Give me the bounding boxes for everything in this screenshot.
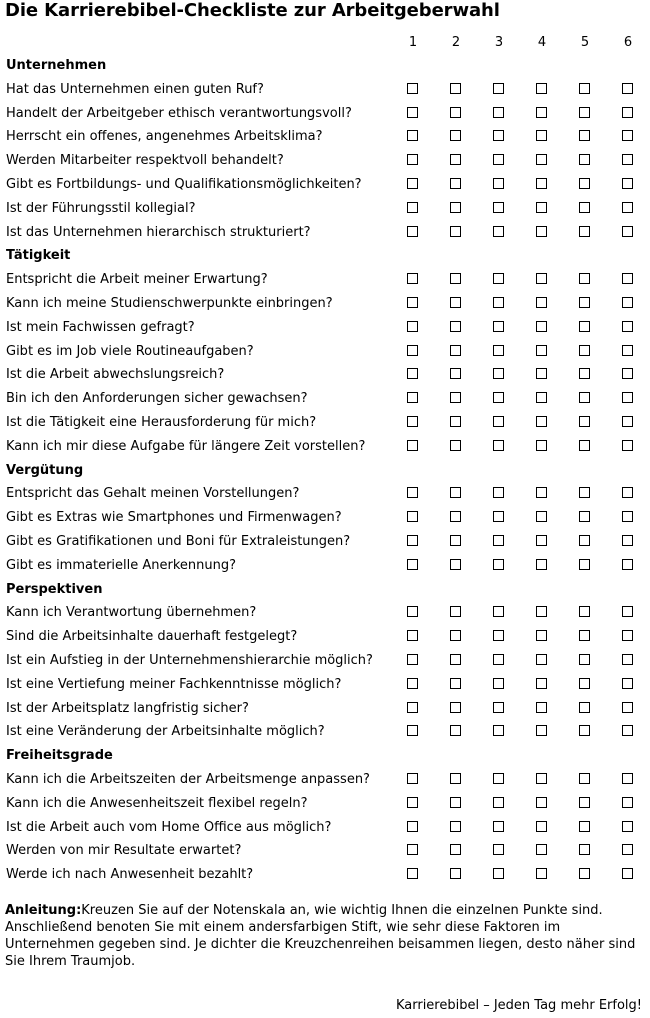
rating-checkbox-3[interactable] [493,535,504,546]
rating-checkbox-1[interactable] [407,868,418,879]
scale-label-2: 2 [451,35,461,50]
rating-checkbox-5[interactable] [579,83,590,94]
rating-checkbox-1[interactable] [407,559,418,570]
section-title: Perspektiven [6,581,103,597]
rating-checkbox-5[interactable] [579,773,590,784]
question-label: Kann ich mir diese Aufgabe für längere Zeit vorstellen? [6,438,366,454]
rating-checkbox-5[interactable] [579,226,590,237]
page-title: Die Karrierebibel-Checkliste zur Arbeitgeberwahl [5,0,500,21]
scale-label-6: 6 [623,35,633,50]
rating-checkbox-2[interactable] [450,654,461,665]
rating-checkbox-3[interactable] [493,297,504,308]
question-label: Entspricht das Gehalt meinen Vorstellungen? [6,486,300,502]
rating-checkbox-4[interactable] [536,154,547,165]
rating-checkbox-1[interactable] [407,368,418,379]
question-label: Werden von mir Resultate erwartet? [6,843,242,859]
rating-checkbox-6[interactable] [622,107,633,118]
checklist-row [0,531,650,555]
rating-checkbox-1[interactable] [407,487,418,498]
rating-checkbox-1[interactable] [407,678,418,689]
section-title: Freiheitsgrade [6,748,113,764]
rating-checkbox-2[interactable] [450,345,461,356]
rating-checkbox-3[interactable] [493,368,504,379]
rating-checkbox-6[interactable] [622,773,633,784]
checklist-row [0,507,650,531]
checklist-row [0,79,650,103]
rating-checkbox-4[interactable] [536,297,547,308]
rating-checkbox-2[interactable] [450,321,461,332]
rating-checkbox-5[interactable] [579,725,590,736]
rating-checkbox-2[interactable] [450,392,461,403]
rating-checkbox-2[interactable] [450,511,461,522]
rating-checkbox-3[interactable] [493,797,504,808]
rating-checkbox-3[interactable] [493,440,504,451]
scale-label-3: 3 [494,35,504,50]
rating-checkbox-3[interactable] [493,107,504,118]
rating-checkbox-6[interactable] [622,392,633,403]
checklist-row [0,840,650,864]
rating-checkbox-2[interactable] [450,202,461,213]
checklist-row [0,317,650,341]
rating-checkbox-4[interactable] [536,868,547,879]
question-label: Hat das Unternehmen einen guten Ruf? [6,81,264,97]
rating-checkbox-3[interactable] [493,559,504,570]
question-label: Gibt es im Job viele Routineaufgaben? [6,343,254,359]
question-label: Gibt es Extras wie Smartphones und Firmenwagen? [6,510,342,526]
rating-checkbox-5[interactable] [579,559,590,570]
rating-checkbox-1[interactable] [407,725,418,736]
rating-checkbox-5[interactable] [579,797,590,808]
rating-checkbox-3[interactable] [493,130,504,141]
checklist-row [0,198,650,222]
rating-checkbox-2[interactable] [450,535,461,546]
rating-checkbox-4[interactable] [536,678,547,689]
rating-checkbox-5[interactable] [579,321,590,332]
rating-checkbox-4[interactable] [536,702,547,713]
checklist-row [0,555,650,579]
rating-checkbox-4[interactable] [536,654,547,665]
checklist-row [0,364,650,388]
rating-checkbox-2[interactable] [450,606,461,617]
rating-checkbox-5[interactable] [579,868,590,879]
checklist-row [0,674,650,698]
checklist-row [0,293,650,317]
checklist-row [0,650,650,674]
rating-checkbox-1[interactable] [407,392,418,403]
rating-checkbox-4[interactable] [536,511,547,522]
checklist-row [0,222,650,246]
rating-checkbox-5[interactable] [579,345,590,356]
section-title: Unternehmen [6,58,107,73]
rating-checkbox-6[interactable] [622,321,633,332]
rating-checkbox-6[interactable] [622,345,633,356]
rating-checkbox-2[interactable] [450,487,461,498]
rating-checkbox-6[interactable] [622,297,633,308]
rating-checkbox-2[interactable] [450,844,461,855]
rating-checkbox-2[interactable] [450,130,461,141]
question-label: Werde ich nach Anwesenheit bezahlt? [6,867,254,883]
rating-checkbox-4[interactable] [536,773,547,784]
rating-checkbox-3[interactable] [493,702,504,713]
rating-checkbox-5[interactable] [579,844,590,855]
rating-checkbox-2[interactable] [450,368,461,379]
scale-label-1: 1 [408,35,418,50]
section-title: Vergütung [6,462,84,478]
checklist-row [0,388,650,412]
instructions-label: Anleitung: [5,903,82,918]
checklist [0,55,650,888]
rating-checkbox-3[interactable] [493,844,504,855]
checklist-row [0,626,650,650]
rating-checkbox-1[interactable] [407,107,418,118]
rating-checkbox-5[interactable] [579,440,590,451]
rating-checkbox-5[interactable] [579,821,590,832]
rating-checkbox-1[interactable] [407,345,418,356]
rating-checkbox-1[interactable] [407,416,418,427]
rating-checkbox-6[interactable] [622,416,633,427]
rating-scale-header [0,35,650,51]
rating-checkbox-2[interactable] [450,273,461,284]
rating-checkbox-4[interactable] [536,821,547,832]
scale-label-5: 5 [580,35,590,50]
question-label: Ist mein Fachwissen gefragt? [6,319,195,335]
rating-checkbox-1[interactable] [407,630,418,641]
checklist-row [0,864,650,888]
rating-checkbox-1[interactable] [407,321,418,332]
rating-checkbox-2[interactable] [450,440,461,451]
rating-checkbox-6[interactable] [622,868,633,879]
rating-checkbox-6[interactable] [622,178,633,189]
rating-checkbox-4[interactable] [536,440,547,451]
rating-checkbox-2[interactable] [450,821,461,832]
rating-checkbox-1[interactable] [407,178,418,189]
rating-checkbox-1[interactable] [407,202,418,213]
question-label: Kann ich die Arbeitszeiten der Arbeitsmenge anpassen? [6,771,370,787]
rating-checkbox-2[interactable] [450,868,461,879]
rating-checkbox-1[interactable] [407,273,418,284]
rating-checkbox-2[interactable] [450,154,461,165]
rating-checkbox-2[interactable] [450,797,461,808]
section-heading [0,460,650,484]
rating-checkbox-1[interactable] [407,773,418,784]
rating-checkbox-4[interactable] [536,392,547,403]
rating-checkbox-4[interactable] [536,178,547,189]
rating-checkbox-5[interactable] [579,702,590,713]
rating-checkbox-5[interactable] [579,606,590,617]
rating-checkbox-4[interactable] [536,107,547,118]
section-heading [0,745,650,769]
rating-checkbox-3[interactable] [493,321,504,332]
rating-checkbox-3[interactable] [493,511,504,522]
rating-checkbox-1[interactable] [407,702,418,713]
rating-checkbox-1[interactable] [407,226,418,237]
rating-checkbox-4[interactable] [536,368,547,379]
rating-checkbox-3[interactable] [493,202,504,213]
rating-checkbox-4[interactable] [536,487,547,498]
rating-checkbox-5[interactable] [579,130,590,141]
rating-checkbox-6[interactable] [622,797,633,808]
question-label: Sind die Arbeitsinhalte dauerhaft festgelegt? [6,629,298,645]
section-heading [0,579,650,603]
rating-checkbox-5[interactable] [579,368,590,379]
rating-checkbox-1[interactable] [407,154,418,165]
rating-checkbox-3[interactable] [493,725,504,736]
question-label: Ist eine Veränderung der Arbeitsinhalte möglich? [6,724,325,740]
rating-checkbox-4[interactable] [536,202,547,213]
checklist-row [0,174,650,198]
rating-checkbox-6[interactable] [622,678,633,689]
checklist-row [0,698,650,722]
rating-checkbox-2[interactable] [450,178,461,189]
rating-checkbox-6[interactable] [622,368,633,379]
rating-checkbox-3[interactable] [493,154,504,165]
rating-checkbox-6[interactable] [622,630,633,641]
rating-checkbox-5[interactable] [579,154,590,165]
checklist-row [0,150,650,174]
rating-checkbox-1[interactable] [407,511,418,522]
rating-checkbox-6[interactable] [622,702,633,713]
rating-checkbox-6[interactable] [622,202,633,213]
rating-checkbox-6[interactable] [622,844,633,855]
rating-checkbox-6[interactable] [622,606,633,617]
rating-checkbox-6[interactable] [622,83,633,94]
question-label: Kann ich die Anwesenheitszeit flexibel regeln? [6,795,308,811]
rating-checkbox-3[interactable] [493,273,504,284]
checklist-row [0,793,650,817]
rating-checkbox-3[interactable] [493,678,504,689]
question-label: Ist die Arbeit auch vom Home Office aus möglich? [6,819,332,835]
rating-checkbox-1[interactable] [407,83,418,94]
rating-checkbox-1[interactable] [407,654,418,665]
rating-checkbox-4[interactable] [536,416,547,427]
rating-checkbox-3[interactable] [493,821,504,832]
rating-checkbox-4[interactable] [536,844,547,855]
rating-checkbox-6[interactable] [622,821,633,832]
rating-checkbox-4[interactable] [536,273,547,284]
rating-checkbox-2[interactable] [450,630,461,641]
checklist-row [0,817,650,841]
rating-checkbox-3[interactable] [493,630,504,641]
checklist-row [0,103,650,127]
rating-checkbox-6[interactable] [622,130,633,141]
checklist-row [0,721,650,745]
rating-checkbox-4[interactable] [536,226,547,237]
question-label: Bin ich den Anforderungen sicher gewachsen? [6,391,308,407]
rating-checkbox-5[interactable] [579,297,590,308]
question-label: Gibt es Gratifikationen und Boni für Extraleistungen? [6,533,351,549]
rating-checkbox-3[interactable] [493,654,504,665]
rating-checkbox-2[interactable] [450,725,461,736]
rating-checkbox-5[interactable] [579,178,590,189]
rating-checkbox-6[interactable] [622,535,633,546]
rating-checkbox-2[interactable] [450,559,461,570]
rating-checkbox-4[interactable] [536,797,547,808]
question-label: Kann ich Verantwortung übernehmen? [6,605,257,621]
rating-checkbox-5[interactable] [579,678,590,689]
rating-checkbox-3[interactable] [493,606,504,617]
checklist-row [0,769,650,793]
checklist-row [0,483,650,507]
rating-checkbox-4[interactable] [536,606,547,617]
footer-slogan: Karrierebibel – Jeden Tag mehr Erfolg! [395,998,642,1013]
rating-checkbox-6[interactable] [622,487,633,498]
rating-checkbox-1[interactable] [407,535,418,546]
rating-checkbox-2[interactable] [450,416,461,427]
question-label: Herrscht ein offenes, angenehmes Arbeitsklima? [6,129,323,145]
rating-checkbox-2[interactable] [450,702,461,713]
rating-checkbox-6[interactable] [622,273,633,284]
question-label: Ist ein Aufstieg in der Unternehmenshierarchie möglich? [6,652,373,668]
checklist-row [0,269,650,293]
rating-checkbox-3[interactable] [493,178,504,189]
rating-checkbox-5[interactable] [579,392,590,403]
question-label: Handelt der Arbeitgeber ethisch verantwortungsvoll? [6,105,352,121]
instructions [5,902,645,970]
rating-checkbox-3[interactable] [493,416,504,427]
scale-label-4: 4 [537,35,547,50]
rating-checkbox-4[interactable] [536,321,547,332]
rating-checkbox-2[interactable] [450,107,461,118]
rating-checkbox-6[interactable] [622,725,633,736]
rating-checkbox-4[interactable] [536,559,547,570]
checklist-row [0,341,650,365]
rating-checkbox-5[interactable] [579,654,590,665]
question-label: Ist der Arbeitsplatz langfristig sicher? [6,700,249,716]
question-label: Ist eine Vertiefung meiner Fachkenntnisse möglich? [6,676,342,692]
checklist-row [0,412,650,436]
rating-checkbox-4[interactable] [536,535,547,546]
rating-checkbox-3[interactable] [493,345,504,356]
rating-checkbox-3[interactable] [493,868,504,879]
question-label: Werden Mitarbeiter respektvoll behandelt? [6,153,284,169]
rating-checkbox-6[interactable] [622,559,633,570]
rating-checkbox-1[interactable] [407,797,418,808]
rating-checkbox-5[interactable] [579,630,590,641]
rating-checkbox-6[interactable] [622,154,633,165]
rating-checkbox-4[interactable] [536,630,547,641]
rating-checkbox-5[interactable] [579,107,590,118]
question-label: Ist die Tätigkeit eine Herausforderung für mich? [6,414,317,430]
question-label: Gibt es Fortbildungs- und Qualifikationsmöglichkeiten? [6,176,362,192]
rating-checkbox-2[interactable] [450,297,461,308]
rating-checkbox-1[interactable] [407,297,418,308]
question-label: Ist das Unternehmen hierarchisch strukturiert? [6,224,311,240]
checklist-row [0,126,650,150]
rating-checkbox-1[interactable] [407,844,418,855]
rating-checkbox-5[interactable] [579,511,590,522]
section-heading [0,245,650,269]
rating-checkbox-4[interactable] [536,83,547,94]
rating-checkbox-6[interactable] [622,440,633,451]
question-label: Kann ich meine Studienschwerpunkte einbringen? [6,295,333,311]
question-label: Gibt es immaterielle Anerkennung? [6,557,237,573]
question-label: Ist die Arbeit abwechslungsreich? [6,367,225,383]
rating-checkbox-5[interactable] [579,202,590,213]
section-title: Tätigkeit [6,248,71,264]
checklist-row [0,436,650,460]
rating-checkbox-4[interactable] [536,130,547,141]
rating-checkbox-1[interactable] [407,130,418,141]
section-heading [0,55,650,79]
rating-checkbox-6[interactable] [622,226,633,237]
rating-checkbox-2[interactable] [450,83,461,94]
rating-checkbox-5[interactable] [579,487,590,498]
rating-checkbox-3[interactable] [493,487,504,498]
rating-checkbox-2[interactable] [450,773,461,784]
rating-checkbox-2[interactable] [450,678,461,689]
rating-checkbox-3[interactable] [493,773,504,784]
rating-checkbox-1[interactable] [407,440,418,451]
rating-checkbox-5[interactable] [579,535,590,546]
question-label: Ist der Führungsstil kollegial? [6,200,196,216]
checklist-row [0,602,650,626]
rating-checkbox-4[interactable] [536,725,547,736]
rating-checkbox-3[interactable] [493,226,504,237]
rating-checkbox-1[interactable] [407,821,418,832]
rating-checkbox-5[interactable] [579,416,590,427]
instructions-text: Kreuzen Sie auf der Notenskala an, wie wichtig Ihnen die einzelnen Punkte sind. Anschließend benoten Sie mit einem andersfarbigen Stift, wie sehr diese Faktoren im Unternehmen gegeben sind. Je dichter die Kreuzchenreihen beisammen liegen, desto näher sind Sie Ihrem Traumjob. [5,903,636,969]
rating-checkbox-6[interactable] [622,654,633,665]
rating-checkbox-3[interactable] [493,83,504,94]
rating-checkbox-1[interactable] [407,606,418,617]
rating-checkbox-5[interactable] [579,273,590,284]
question-label: Entspricht die Arbeit meiner Erwartung? [6,272,268,288]
rating-checkbox-2[interactable] [450,226,461,237]
rating-checkbox-4[interactable] [536,345,547,356]
rating-checkbox-6[interactable] [622,511,633,522]
rating-checkbox-3[interactable] [493,392,504,403]
